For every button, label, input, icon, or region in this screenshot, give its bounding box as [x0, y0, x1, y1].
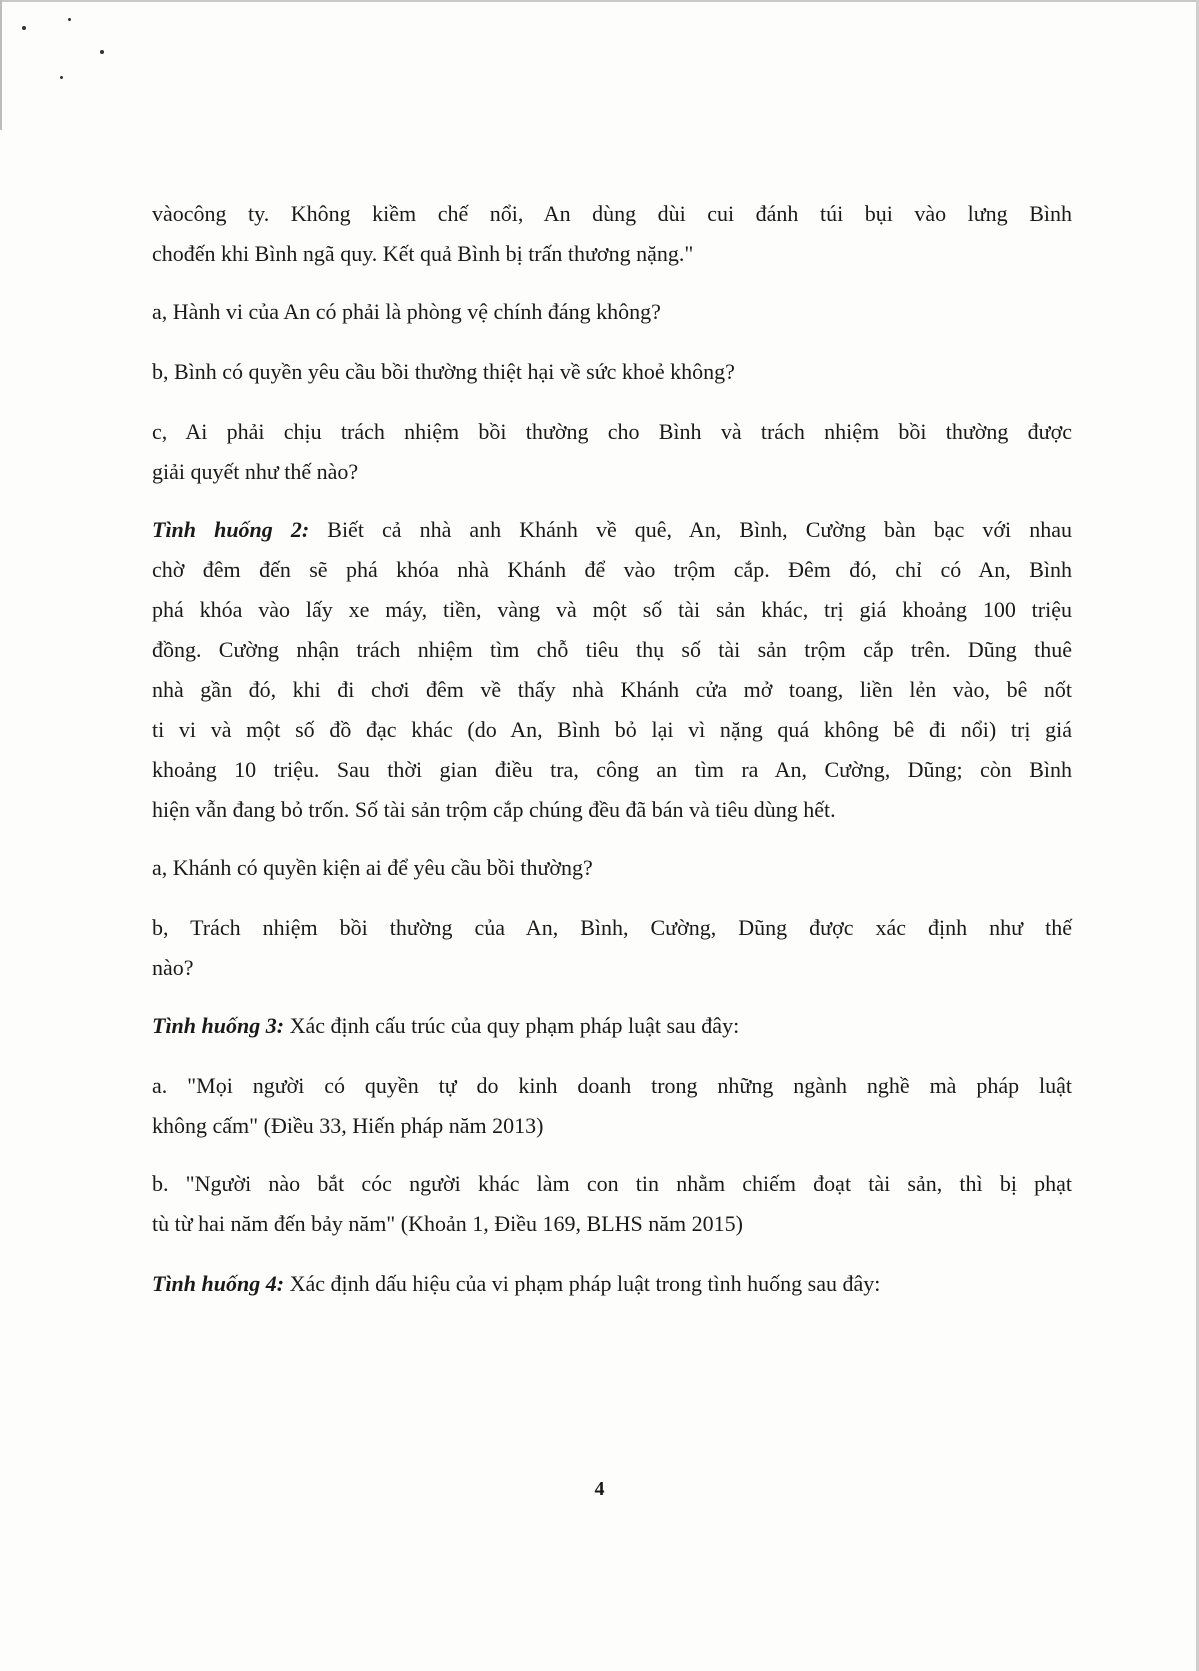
case-2-first-line	[152, 516, 1072, 544]
body-line: nào?	[152, 955, 194, 980]
question-a: a, Hành vi của An có phải là phòng vệ chính đáng không?	[152, 299, 661, 324]
case-3-line	[152, 1012, 739, 1040]
norm-a: a. "Mọi người có quyền tự do kinh doanh trong những ngành nghề mà pháp luật	[152, 1073, 1072, 1098]
scan-edge-top	[0, 0, 1199, 2]
question-a: a, Khánh có quyền kiện ai để yêu cầu bồi thường?	[152, 855, 593, 880]
question-b: b, Trách nhiệm bồi thường của An, Bình, Cường, Dũng được xác định như thế	[152, 915, 1072, 940]
case-4-heading: Tình huống 4:	[152, 1271, 285, 1296]
body-line: chođến khi Bình ngã quy. Kết quả Bình bị trấn thương nặng."	[152, 241, 694, 266]
body-line: ti vi và một số đồ đạc khác (do An, Bình bỏ lại vì nặng quá không bê đi nổi) trị giá	[152, 717, 1072, 742]
body-line: tù từ hai năm đến bảy năm" (Khoản 1, Điều 169, BLHS năm 2015)	[152, 1211, 743, 1236]
body-line: vàocông ty. Không kiềm chế nổi, An dùng dùi cui đánh túi bụi vào lưng Bình	[152, 201, 1072, 226]
norm-b: b. "Người nào bắt cóc người khác làm con tin nhằm chiếm đoạt tài sản, thì bị phạt	[152, 1171, 1072, 1196]
case-2-text: Biết cả nhà anh Khánh về quê, An, Bình, Cường bàn bạc với nhau	[327, 517, 1073, 542]
body-line: không cấm" (Điều 33, Hiến pháp năm 2013)	[152, 1113, 544, 1138]
question-b: b, Bình có quyền yêu cầu bồi thường thiệt hại về sức khoẻ không?	[152, 359, 735, 384]
question-c: c, Ai phải chịu trách nhiệm bồi thường cho Bình và trách nhiệm bồi thường được	[152, 419, 1072, 444]
scan-speck	[100, 50, 104, 54]
body-line: đồng. Cường nhận trách nhiệm tìm chỗ tiêu thụ số tài sản trộm cắp trên. Dũng thuê	[152, 637, 1072, 662]
case-2-heading: Tình huống 2:	[152, 517, 310, 542]
case-4-text: Xác định dấu hiệu của vi phạm pháp luật trong tình huống sau đây:	[289, 1271, 881, 1296]
body-line: khoảng 10 triệu. Sau thời gian điều tra, công an tìm ra An, Cường, Dũng; còn Bình	[152, 757, 1072, 782]
case-4-line	[152, 1270, 880, 1298]
scan-speck	[22, 26, 26, 30]
scan-edge-left	[0, 0, 2, 130]
body-line: giải quyết như thế nào?	[152, 459, 359, 484]
body-line: hiện vẫn đang bỏ trốn. Số tài sản trộm cắp chúng đều đã bán và tiêu dùng hết.	[152, 797, 836, 822]
scan-speck	[60, 76, 63, 79]
scan-speck	[68, 18, 71, 21]
body-line: chờ đêm đến sẽ phá khóa nhà Khánh để vào trộm cắp. Đêm đó, chỉ có An, Bình	[152, 557, 1072, 582]
case-3-heading: Tình huống 3:	[152, 1013, 285, 1038]
body-line: phá khóa vào lấy xe máy, tiền, vàng và một số tài sản khác, trị giá khoảng 100 triệu	[152, 597, 1072, 622]
body-line: nhà gần đó, khi đi chơi đêm về thấy nhà Khánh cửa mở toang, liền lẻn vào, bê nốt	[152, 677, 1072, 702]
case-3-text: Xác định cấu trúc của quy phạm pháp luật sau đây:	[289, 1013, 740, 1038]
page-number: 4	[594, 1478, 605, 1500]
